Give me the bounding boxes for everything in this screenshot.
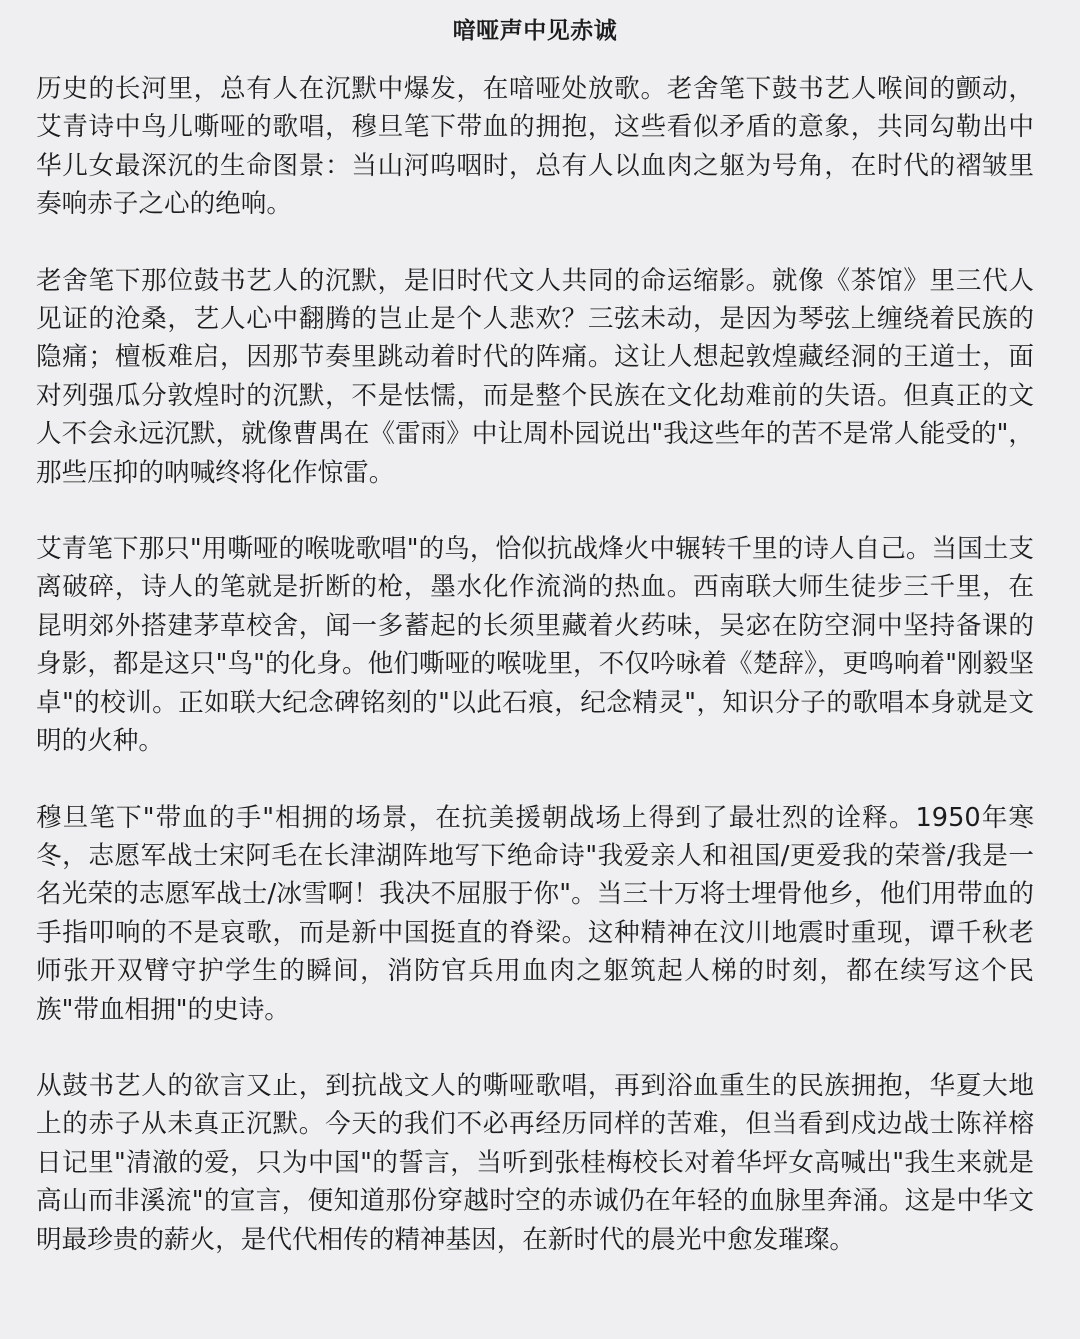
article-title: 喑哑声中见赤诚 [452, 18, 618, 44]
paragraph-3: 艾青笔下那只"用嘶哑的喉咙歌唱"的鸟，恰似抗战烽火中辗转千里的诗人自己。当国土支离破碎，诗人的笔就是折断的枪，墨水化作流淌的热血。西南联大师生徒步三千里，在昆明郊外搭建茅草校舍，闻一多蓄起的长须里藏着火药味，吴宓在防空洞中坚持备课的身影，都是这只"鸟"的化身。他们嘶哑的喉咙里，不仅吟咏着《楚辞》，更鸣响着"刚毅坚卓"的校训。正如联大纪念碑铭刻的"以此石痕，纪念精灵"，知识分子的歌唱本身就是文明的火种。 [36, 534, 1034, 757]
paragraph-4: 穆旦笔下"带血的手"相拥的场景，在抗美援朝战场上得到了最壮烈的诠释。1950年寒冬，志愿军战士宋阿毛在长津湖阵地写下绝命诗"我爱亲人和祖国/更爱我的荣誉/我是一名光荣的志愿军战士/冰雪啊！我决不屈服于你"。当三十万将士埋骨他乡，他们用带血的手指叩响的不是哀歌，而是新中国挺直的脊梁。这种精神在汶川地震时重现，谭千秋老师张开双臂守护学生的瞬间，消防官兵用血肉之躯筑起人梯的时刻，都在续写这个民族"带血相拥"的史诗。 [36, 802, 1034, 1025]
paragraph-2: 老舍笔下那位鼓书艺人的沉默，是旧时代文人共同的命运缩影。就像《茶馆》里三代人见证的沧桑，艺人心中翻腾的岂止是个人悲欢？三弦未动，是因为琴弦上缠绕着民族的隐痛；檀板难启，因那节奏里跳动着时代的阵痛。这让人想起敦煌藏经洞的王道士，面对列强瓜分敦煌时的沉默，不是怯懦，而是整个民族在文化劫难前的失语。但真正的文人不会永远沉默，就像曹禺在《雷雨》中让周朴园说出"我这些年的苦不是常人能受的"，那些压抑的呐喊终将化作惊雷。 [36, 265, 1034, 488]
paragraph-5: 从鼓书艺人的欲言又止，到抗战文人的嘶哑歌唱，再到浴血重生的民族拥抱，华夏大地上的赤子从未真正沉默。今天的我们不必再经历同样的苦难，但当看到戍边战士陈祥榕日记里"清澈的爱，只为中国"的誓言，当听到张桂梅校长对着华坪女高喊出"我生来就是高山而非溪流"的宣言，便知道那份穿越时空的赤诚仍在年轻的血脉里奔涌。这是中华文明最珍贵的薪火，是代代相传的精神基因，在新时代的晨光中愈发璀璨。 [36, 1070, 1034, 1255]
paragraph-1: 历史的长河里，总有人在沉默中爆发，在喑哑处放歌。老舍笔下鼓书艺人喉间的颤动，艾青诗中鸟儿嘶哑的歌唱，穆旦笔下带血的拥抱，这些看似矛盾的意象，共同勾勒出中华儿女最深沉的生命图景：当山河呜咽时，总有人以血肉之躯为号角，在时代的褶皱里奏响赤子之心的绝响。 [36, 74, 1034, 220]
